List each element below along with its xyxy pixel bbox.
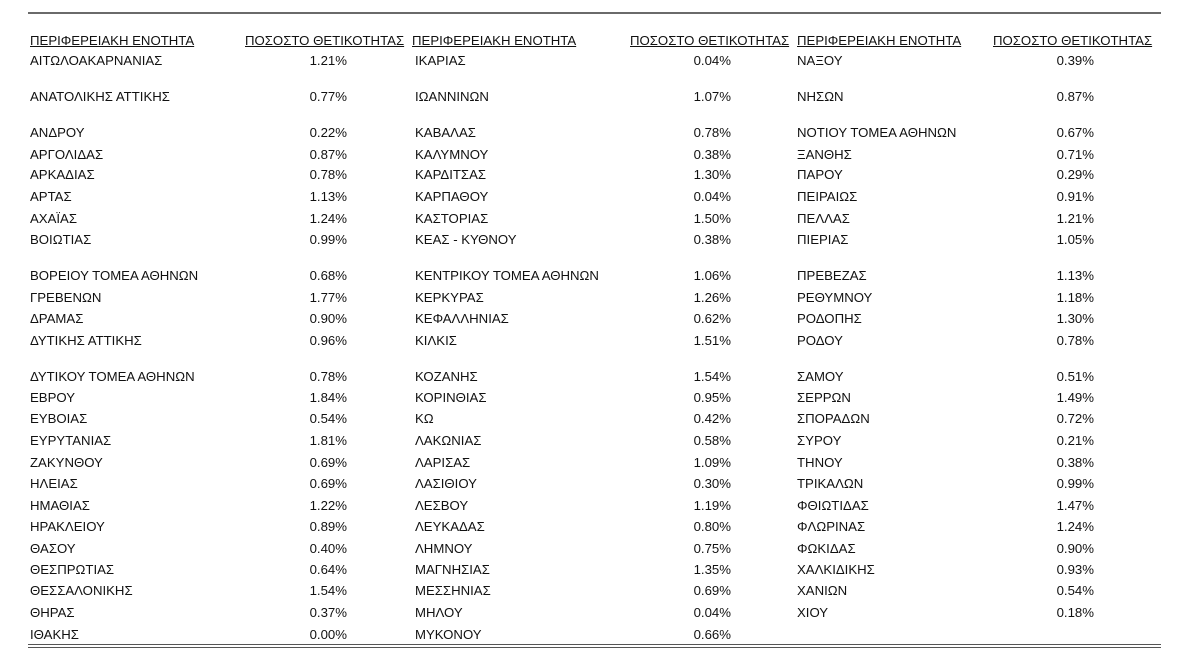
region-name: ΜΥΚΟΝΟΥ	[415, 627, 482, 642]
region-name: ΣΕΡΡΩΝ	[797, 390, 851, 405]
positivity-rate: 0.78%	[1056, 333, 1094, 348]
region-name: ΦΛΩΡΙΝΑΣ	[797, 519, 866, 534]
header-name-col2: ΠΕΡΙΦΕΡΕΙΑΚΗ ΕΝΟΤΗΤΑ	[412, 33, 577, 48]
table-row	[0, 390, 1200, 408]
table-row	[0, 519, 1200, 537]
region-name: ΚΙΛΚΙΣ	[415, 333, 457, 348]
table-row	[0, 290, 1200, 308]
table-row	[0, 455, 1200, 473]
region-name: ΚΕΦΑΛΛΗΝΙΑΣ	[415, 311, 509, 326]
positivity-rate: 1.50%	[693, 211, 731, 226]
positivity-rate: 0.66%	[693, 627, 731, 642]
region-name: ΜΗΛΟΥ	[415, 605, 463, 620]
region-name: ΖΑΚΥΝΘΟΥ	[30, 455, 103, 470]
positivity-rate: 0.64%	[309, 562, 347, 577]
region-name: ΑΧΑΪΑΣ	[30, 211, 77, 226]
positivity-rate: 1.09%	[693, 455, 731, 470]
region-name: ΛΑΚΩΝΙΑΣ	[415, 433, 482, 448]
table-row	[0, 125, 1200, 143]
header-name-col1: ΠΕΡΙΦΕΡΕΙΑΚΗ ΕΝΟΤΗΤΑ	[30, 33, 195, 48]
region-name: ΧΑΛΚΙΔΙΚΗΣ	[797, 562, 875, 577]
region-name: ΓΡΕΒΕΝΩΝ	[30, 290, 102, 305]
table-row	[0, 232, 1200, 250]
region-name: ΘΕΣΣΑΛΟΝΙΚΗΣ	[30, 583, 133, 598]
positivity-rate: 0.21%	[1056, 433, 1094, 448]
region-name: ΠΑΡΟΥ	[797, 167, 843, 182]
positivity-rate: 0.75%	[693, 541, 731, 556]
region-name: ΝΟΤΙΟΥ ΤΟΜΕΑ ΑΘΗΝΩΝ	[797, 125, 957, 140]
positivity-rate: 0.87%	[1056, 89, 1094, 104]
positivity-rate: 0.78%	[309, 167, 347, 182]
region-name: ΤΡΙΚΑΛΩΝ	[797, 476, 864, 491]
region-name: ΚΑΒΑΛΑΣ	[415, 125, 476, 140]
region-name: ΗΜΑΘΙΑΣ	[30, 498, 90, 513]
positivity-rate: 0.42%	[693, 411, 731, 426]
positivity-rate: 1.30%	[693, 167, 731, 182]
table-row	[0, 311, 1200, 329]
header-name-col3: ΠΕΡΙΦΕΡΕΙΑΚΗ ΕΝΟΤΗΤΑ	[797, 33, 962, 48]
region-name: ΠΕΛΛΑΣ	[797, 211, 850, 226]
positivity-rate: 0.39%	[1056, 53, 1094, 68]
positivity-rate: 0.40%	[309, 541, 347, 556]
positivity-rate: 0.93%	[1056, 562, 1094, 577]
top-rule	[28, 12, 1161, 14]
region-name: ΕΒΡΟΥ	[30, 390, 76, 405]
region-name: ΜΕΣΣΗΝΙΑΣ	[415, 583, 491, 598]
positivity-rate: 0.87%	[309, 147, 347, 162]
region-name: ΗΡΑΚΛΕΙΟΥ	[30, 519, 105, 534]
region-name: ΛΕΥΚΑΔΑΣ	[415, 519, 485, 534]
region-name: ΑΡΤΑΣ	[30, 189, 72, 204]
region-name: ΚΕΡΚΥΡΑΣ	[415, 290, 484, 305]
positivity-rate: 1.13%	[309, 189, 347, 204]
positivity-rate: 1.30%	[1056, 311, 1094, 326]
table-row	[0, 583, 1200, 601]
positivity-rate: 0.78%	[309, 369, 347, 384]
region-name: ΑΝΑΤΟΛΙΚΗΣ ΑΤΤΙΚΗΣ	[30, 89, 170, 104]
region-name: ΙΘΑΚΗΣ	[30, 627, 79, 642]
positivity-rate: 0.18%	[1056, 605, 1094, 620]
positivity-rate: 0.90%	[1056, 541, 1094, 556]
table-row	[0, 89, 1200, 107]
region-name: ΘΑΣΟΥ	[30, 541, 76, 556]
positivity-rate: 0.72%	[1056, 411, 1094, 426]
positivity-rate: 0.69%	[693, 583, 731, 598]
positivity-rate: 0.89%	[309, 519, 347, 534]
region-name: ΣΠΟΡΑΔΩΝ	[797, 411, 870, 426]
positivity-rate: 0.68%	[309, 268, 347, 283]
region-name: ΦΩΚΙΔΑΣ	[797, 541, 856, 556]
region-name: ΚΑΣΤΟΡΙΑΣ	[415, 211, 489, 226]
positivity-rate: 1.49%	[1056, 390, 1094, 405]
positivity-rate: 1.77%	[309, 290, 347, 305]
region-name: ΚΟΡΙΝΘΙΑΣ	[415, 390, 487, 405]
positivity-rate: 0.99%	[1056, 476, 1094, 491]
region-name: ΔΡΑΜΑΣ	[30, 311, 84, 326]
positivity-rate: 0.51%	[1056, 369, 1094, 384]
positivity-rate: 0.62%	[693, 311, 731, 326]
positivity-rate: 0.69%	[309, 455, 347, 470]
table-row	[0, 211, 1200, 229]
header-value-col1: ΠΟΣΟΣΤΟ ΘΕΤΙΚΟΤΗΤΑΣ	[245, 33, 405, 48]
positivity-rate: 1.21%	[309, 53, 347, 68]
region-name: ΠΙΕΡΙΑΣ	[797, 232, 849, 247]
region-name: ΕΥΒΟΙΑΣ	[30, 411, 88, 426]
region-name: ΘΗΡΑΣ	[30, 605, 75, 620]
positivity-rate: 1.05%	[1056, 232, 1094, 247]
region-name: ΚΕΑΣ - ΚΥΘΝΟΥ	[415, 232, 517, 247]
positivity-rate: 1.19%	[693, 498, 731, 513]
table-row	[0, 627, 1200, 645]
positivity-rate: 0.69%	[309, 476, 347, 491]
positivity-rate: 1.07%	[693, 89, 731, 104]
positivity-rate: 0.30%	[693, 476, 731, 491]
region-name: ΚΩ	[415, 411, 434, 426]
positivity-rate: 0.96%	[309, 333, 347, 348]
region-name: ΡΟΔΟΠΗΣ	[797, 311, 862, 326]
region-name: ΒΟΙΩΤΙΑΣ	[30, 232, 92, 247]
table-row	[0, 541, 1200, 559]
region-name: ΔΥΤΙΚΟΥ ΤΟΜΕΑ ΑΘΗΝΩΝ	[30, 369, 195, 384]
positivity-rate: 0.78%	[693, 125, 731, 140]
table-row	[0, 147, 1200, 165]
region-name: ΚΟΖΑΝΗΣ	[415, 369, 478, 384]
positivity-rate: 1.35%	[693, 562, 731, 577]
region-name: ΜΑΓΝΗΣΙΑΣ	[415, 562, 490, 577]
table-row	[0, 605, 1200, 623]
table-row	[0, 411, 1200, 429]
positivity-rate: 1.22%	[309, 498, 347, 513]
table-row	[0, 433, 1200, 451]
region-name: ΚΑΡΔΙΤΣΑΣ	[415, 167, 487, 182]
table-row	[0, 369, 1200, 387]
region-name: ΠΕΙΡΑΙΩΣ	[797, 189, 858, 204]
region-name: ΑΝΔΡΟΥ	[30, 125, 85, 140]
positivity-rate: 0.29%	[1056, 167, 1094, 182]
positivity-rate: 0.38%	[693, 232, 731, 247]
region-name: ΤΗΝΟΥ	[797, 455, 843, 470]
bottom-rule	[28, 644, 1161, 648]
positivity-rate: 1.84%	[309, 390, 347, 405]
region-name: ΙΩΑΝΝΙΝΩΝ	[415, 89, 489, 104]
positivity-rate: 0.77%	[309, 89, 347, 104]
region-name: ΔΥΤΙΚΗΣ ΑΤΤΙΚΗΣ	[30, 333, 142, 348]
positivity-rate: 1.21%	[1056, 211, 1094, 226]
region-name: ΝΑΞΟΥ	[797, 53, 843, 68]
positivity-rate: 1.13%	[1056, 268, 1094, 283]
positivity-rate: 0.04%	[693, 189, 731, 204]
region-name: ΦΘΙΩΤΙΔΑΣ	[797, 498, 869, 513]
table-row	[0, 268, 1200, 286]
region-name: ΠΡΕΒΕΖΑΣ	[797, 268, 867, 283]
positivity-rate: 1.54%	[693, 369, 731, 384]
region-name: ΚΑΛΥΜΝΟΥ	[415, 147, 489, 162]
positivity-rate: 0.38%	[693, 147, 731, 162]
positivity-rate: 0.71%	[1056, 147, 1094, 162]
positivity-rate: 1.54%	[309, 583, 347, 598]
region-name: ΡΟΔΟΥ	[797, 333, 843, 348]
region-name: ΛΕΣΒΟΥ	[415, 498, 469, 513]
header-value-col2: ΠΟΣΟΣΤΟ ΘΕΤΙΚΟΤΗΤΑΣ	[630, 33, 790, 48]
region-name: ΡΕΘΥΜΝΟΥ	[797, 290, 873, 305]
positivity-rate: 1.18%	[1056, 290, 1094, 305]
region-name: ΛΑΣΙΘΙΟΥ	[415, 476, 477, 491]
positivity-rate: 0.67%	[1056, 125, 1094, 140]
positivity-rate: 0.99%	[309, 232, 347, 247]
positivity-rate: 1.06%	[693, 268, 731, 283]
region-name: ΕΥΡΥΤΑΝΙΑΣ	[30, 433, 112, 448]
positivity-rate: 0.38%	[1056, 455, 1094, 470]
table-row	[0, 476, 1200, 494]
positivity-rate: 0.58%	[693, 433, 731, 448]
region-name: ΣΑΜΟΥ	[797, 369, 844, 384]
region-name: ΘΕΣΠΡΩΤΙΑΣ	[30, 562, 115, 577]
table-row	[0, 498, 1200, 516]
positivity-rate: 1.24%	[309, 211, 347, 226]
positivity-rate: 0.54%	[1056, 583, 1094, 598]
header-value-col3: ΠΟΣΟΣΤΟ ΘΕΤΙΚΟΤΗΤΑΣ	[993, 33, 1153, 48]
positivity-rate: 1.26%	[693, 290, 731, 305]
region-name: ΒΟΡΕΙΟΥ ΤΟΜΕΑ ΑΘΗΝΩΝ	[30, 268, 199, 283]
region-name: ΛΑΡΙΣΑΣ	[415, 455, 471, 470]
table-row	[0, 167, 1200, 185]
region-name: ΧΙΟΥ	[797, 605, 829, 620]
table-row	[0, 333, 1200, 351]
region-name: ΑΡΓΟΛΙΔΑΣ	[30, 147, 104, 162]
region-name: ΚΕΝΤΡΙΚΟΥ ΤΟΜΕΑ ΑΘΗΝΩΝ	[415, 268, 599, 283]
region-name: ΙΚΑΡΙΑΣ	[415, 53, 466, 68]
region-name: ΣΥΡΟΥ	[797, 433, 842, 448]
positivity-rate: 1.81%	[309, 433, 347, 448]
positivity-rate: 0.37%	[309, 605, 347, 620]
positivity-rate: 0.22%	[309, 125, 347, 140]
positivity-rate: 0.00%	[309, 627, 347, 642]
region-name: ΚΑΡΠΑΘΟΥ	[415, 189, 489, 204]
region-name: ΛΗΜΝΟΥ	[415, 541, 473, 556]
positivity-rate: 0.91%	[1056, 189, 1094, 204]
region-name: ΗΛΕΙΑΣ	[30, 476, 78, 491]
region-name: ΝΗΣΩΝ	[797, 89, 844, 104]
positivity-rate: 0.80%	[693, 519, 731, 534]
table-header	[0, 33, 1200, 51]
table-row	[0, 53, 1200, 71]
positivity-rate: 0.54%	[309, 411, 347, 426]
region-name: ΑΙΤΩΛΟΑΚΑΡΝΑΝΙΑΣ	[30, 53, 163, 68]
positivity-rate: 0.90%	[309, 311, 347, 326]
positivity-rate: 1.51%	[693, 333, 731, 348]
positivity-rate: 0.95%	[693, 390, 731, 405]
table-row	[0, 562, 1200, 580]
region-name: ΞΑΝΘΗΣ	[797, 147, 852, 162]
region-name: ΑΡΚΑΔΙΑΣ	[30, 167, 95, 182]
positivity-rate: 0.04%	[693, 53, 731, 68]
positivity-rate: 1.24%	[1056, 519, 1094, 534]
table-row	[0, 189, 1200, 207]
positivity-rate: 0.04%	[693, 605, 731, 620]
positivity-rate: 1.47%	[1056, 498, 1094, 513]
region-name: ΧΑΝΙΩΝ	[797, 583, 848, 598]
